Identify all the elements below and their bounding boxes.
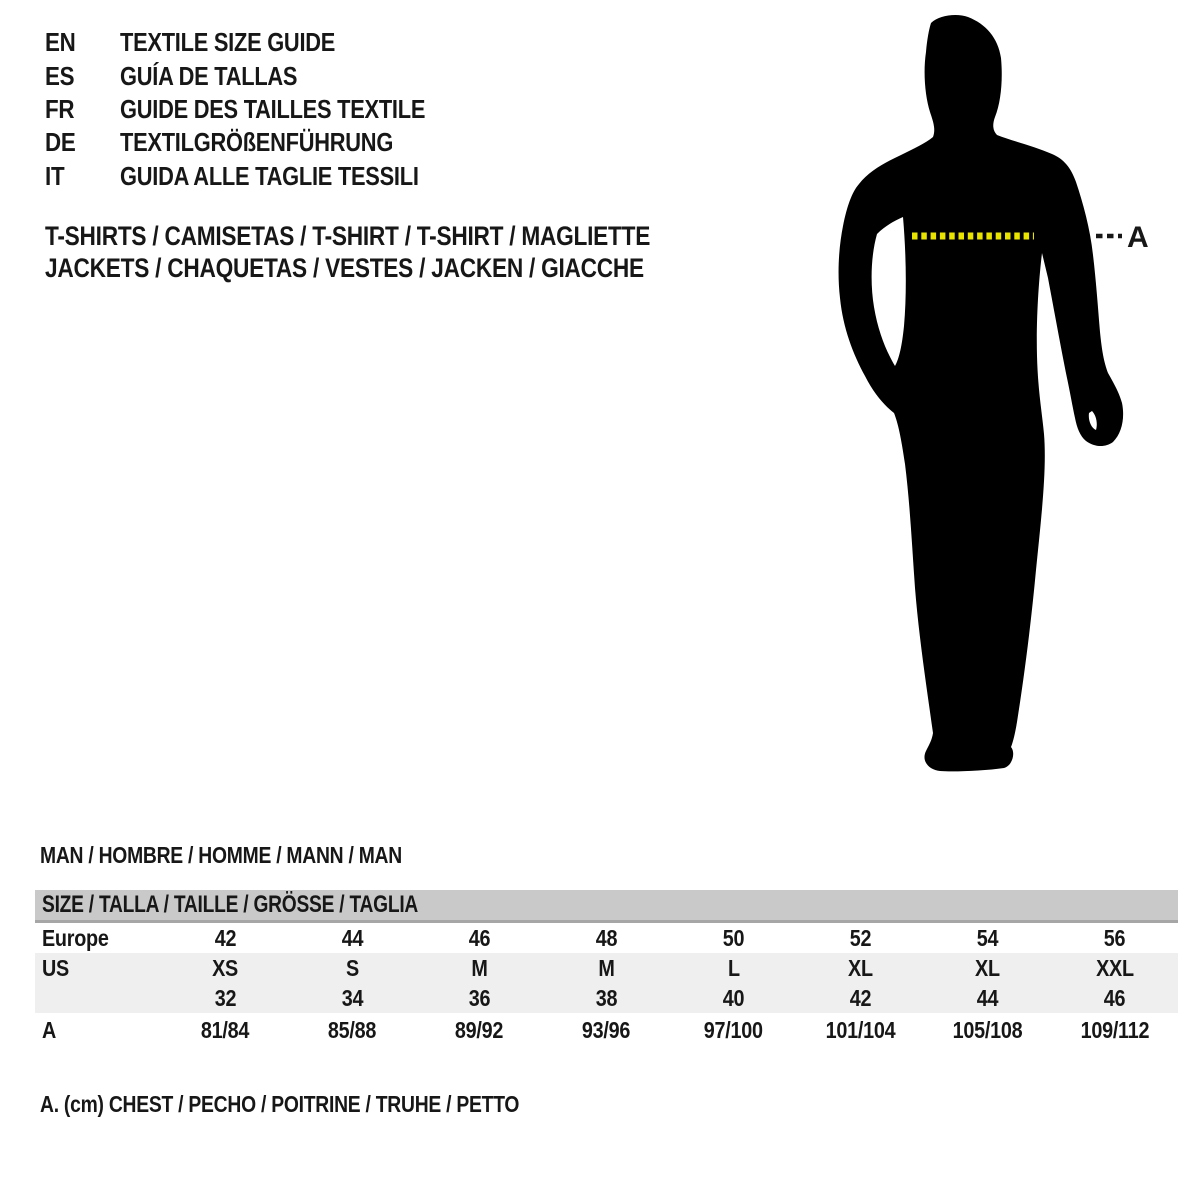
cell-text: XL — [848, 954, 873, 981]
cell-text: 54 — [976, 924, 999, 951]
cell-text: L — [727, 954, 740, 981]
cell-text: XXL — [1095, 954, 1134, 981]
table-cell — [1051, 925, 1178, 952]
cell-text: 40 — [722, 984, 745, 1011]
language-code-text: IT — [45, 160, 65, 191]
man-silhouette — [839, 15, 1124, 771]
row-label — [35, 925, 162, 952]
row-label-text: Europe — [42, 924, 109, 951]
table-cell — [797, 925, 924, 952]
cell-text: 34 — [341, 984, 364, 1011]
cell-text: 48 — [595, 924, 618, 951]
table-cell — [289, 1017, 416, 1044]
table-row-chest-a — [35, 1013, 1178, 1047]
gender-heading — [40, 842, 471, 869]
table-cell — [924, 1017, 1051, 1044]
table-cell — [670, 985, 797, 1012]
table-cell — [543, 985, 670, 1012]
category-text: JACKETS / CHAQUETAS / VESTES / JACKEN / GIACCHE — [45, 252, 644, 283]
table-cell — [162, 1017, 289, 1044]
category-line-tshirts — [45, 221, 765, 253]
gender-heading-text: MAN / HOMBRE / HOMME / MANN / MAN — [40, 842, 402, 868]
cell-text: 105/108 — [952, 1016, 1023, 1043]
cell-text: 44 — [976, 984, 999, 1011]
category-text: T-SHIRTS / CAMISETAS / T-SHIRT / T-SHIRT / MAGLIETTE — [45, 221, 651, 251]
table-cell — [543, 955, 670, 982]
language-label-text: TEXTILE SIZE GUIDE — [120, 27, 336, 58]
table-cell — [1051, 985, 1178, 1012]
language-row — [45, 126, 483, 159]
cell-text: 46 — [1103, 984, 1126, 1011]
measurement-footnote-text: A. (cm) CHEST / PECHO / POITRINE / TRUHE / PETTO — [40, 1091, 520, 1117]
table-cell — [1051, 955, 1178, 982]
cell-text: S — [346, 954, 359, 981]
language-label-text: GUÍA DE TALLAS — [120, 60, 298, 91]
language-row — [45, 26, 483, 59]
row-label — [35, 1017, 162, 1044]
cell-text: 50 — [722, 924, 745, 951]
table-cell — [797, 955, 924, 982]
table-cell — [797, 1017, 924, 1044]
table-cell — [924, 925, 1051, 952]
table-cell — [162, 925, 289, 952]
cell-text: 38 — [595, 984, 618, 1011]
language-code — [45, 161, 120, 192]
table-cell — [416, 925, 543, 952]
language-code-text: EN — [45, 27, 76, 58]
language-row — [45, 59, 483, 92]
cell-text: 36 — [468, 984, 491, 1011]
row-label — [35, 985, 162, 1012]
table-cell — [924, 955, 1051, 982]
table-cell — [416, 985, 543, 1012]
language-code-text: ES — [45, 60, 75, 91]
category-line-jackets — [45, 253, 765, 285]
table-cell — [289, 925, 416, 952]
size-table-header-text: SIZE / TALLA / TAILLE / GRÖSSE / TAGLIA — [42, 891, 419, 918]
table-cell — [162, 985, 289, 1012]
table-cell — [289, 985, 416, 1012]
language-label-text: GUIDA ALLE TAGLIE TESSILI — [120, 160, 419, 191]
cell-text: 56 — [1103, 924, 1126, 951]
language-code — [45, 27, 120, 58]
table-cell — [543, 1017, 670, 1044]
language-code-text: FR — [45, 93, 75, 124]
measurement-footnote — [40, 1091, 610, 1118]
table-row-numeric — [35, 983, 1178, 1013]
size-table-header — [35, 890, 1178, 923]
man-silhouette-svg — [800, 0, 1180, 800]
language-row — [45, 160, 483, 193]
cell-text: 32 — [214, 984, 237, 1011]
cell-text: 93/96 — [582, 1016, 631, 1043]
language-label — [120, 94, 483, 125]
row-label-text: A — [42, 1016, 57, 1043]
language-label — [120, 127, 445, 158]
cell-text: 42 — [214, 924, 237, 951]
table-cell — [797, 985, 924, 1012]
language-label-text: GUIDE DES TAILLES TEXTILE — [120, 93, 426, 124]
cell-text: 89/92 — [455, 1016, 504, 1043]
man-silhouette-figure — [800, 0, 1180, 800]
cell-text: 85/88 — [328, 1016, 377, 1043]
language-label — [120, 161, 476, 192]
language-code — [45, 127, 120, 158]
table-cell — [670, 955, 797, 982]
category-list — [45, 221, 765, 284]
cell-text: 81/84 — [201, 1016, 250, 1043]
cell-text: M — [471, 954, 488, 981]
cell-text: 52 — [849, 924, 872, 951]
cell-text: 46 — [468, 924, 491, 951]
language-code — [45, 94, 120, 125]
size-table — [35, 890, 1178, 1047]
table-cell — [543, 925, 670, 952]
table-cell — [1051, 1017, 1178, 1044]
table-cell — [416, 955, 543, 982]
cell-text: 101/104 — [825, 1016, 896, 1043]
language-row — [45, 93, 483, 126]
table-row-us — [35, 953, 1178, 983]
language-code-text: DE — [45, 127, 76, 158]
table-cell — [289, 955, 416, 982]
language-label-text: TEXTILGRÖßENFÜHRUNG — [120, 127, 394, 158]
row-label-text: US — [42, 954, 69, 981]
cell-text: XL — [975, 954, 1000, 981]
measure-label-a: A — [1127, 221, 1149, 254]
table-cell — [670, 1017, 797, 1044]
cell-text: 97/100 — [704, 1016, 763, 1043]
cell-text: 44 — [341, 924, 364, 951]
table-cell — [924, 985, 1051, 1012]
table-cell — [416, 1017, 543, 1044]
row-label — [35, 955, 162, 982]
cell-text: 109/112 — [1080, 1016, 1149, 1043]
language-label — [120, 27, 376, 58]
cell-text: 42 — [849, 984, 872, 1011]
language-list — [45, 26, 483, 193]
table-cell — [162, 955, 289, 982]
table-row-europe — [35, 923, 1178, 953]
table-cell — [670, 925, 797, 952]
language-code — [45, 61, 120, 92]
cell-text: M — [598, 954, 615, 981]
language-label — [120, 61, 331, 92]
cell-text: XS — [212, 954, 239, 981]
